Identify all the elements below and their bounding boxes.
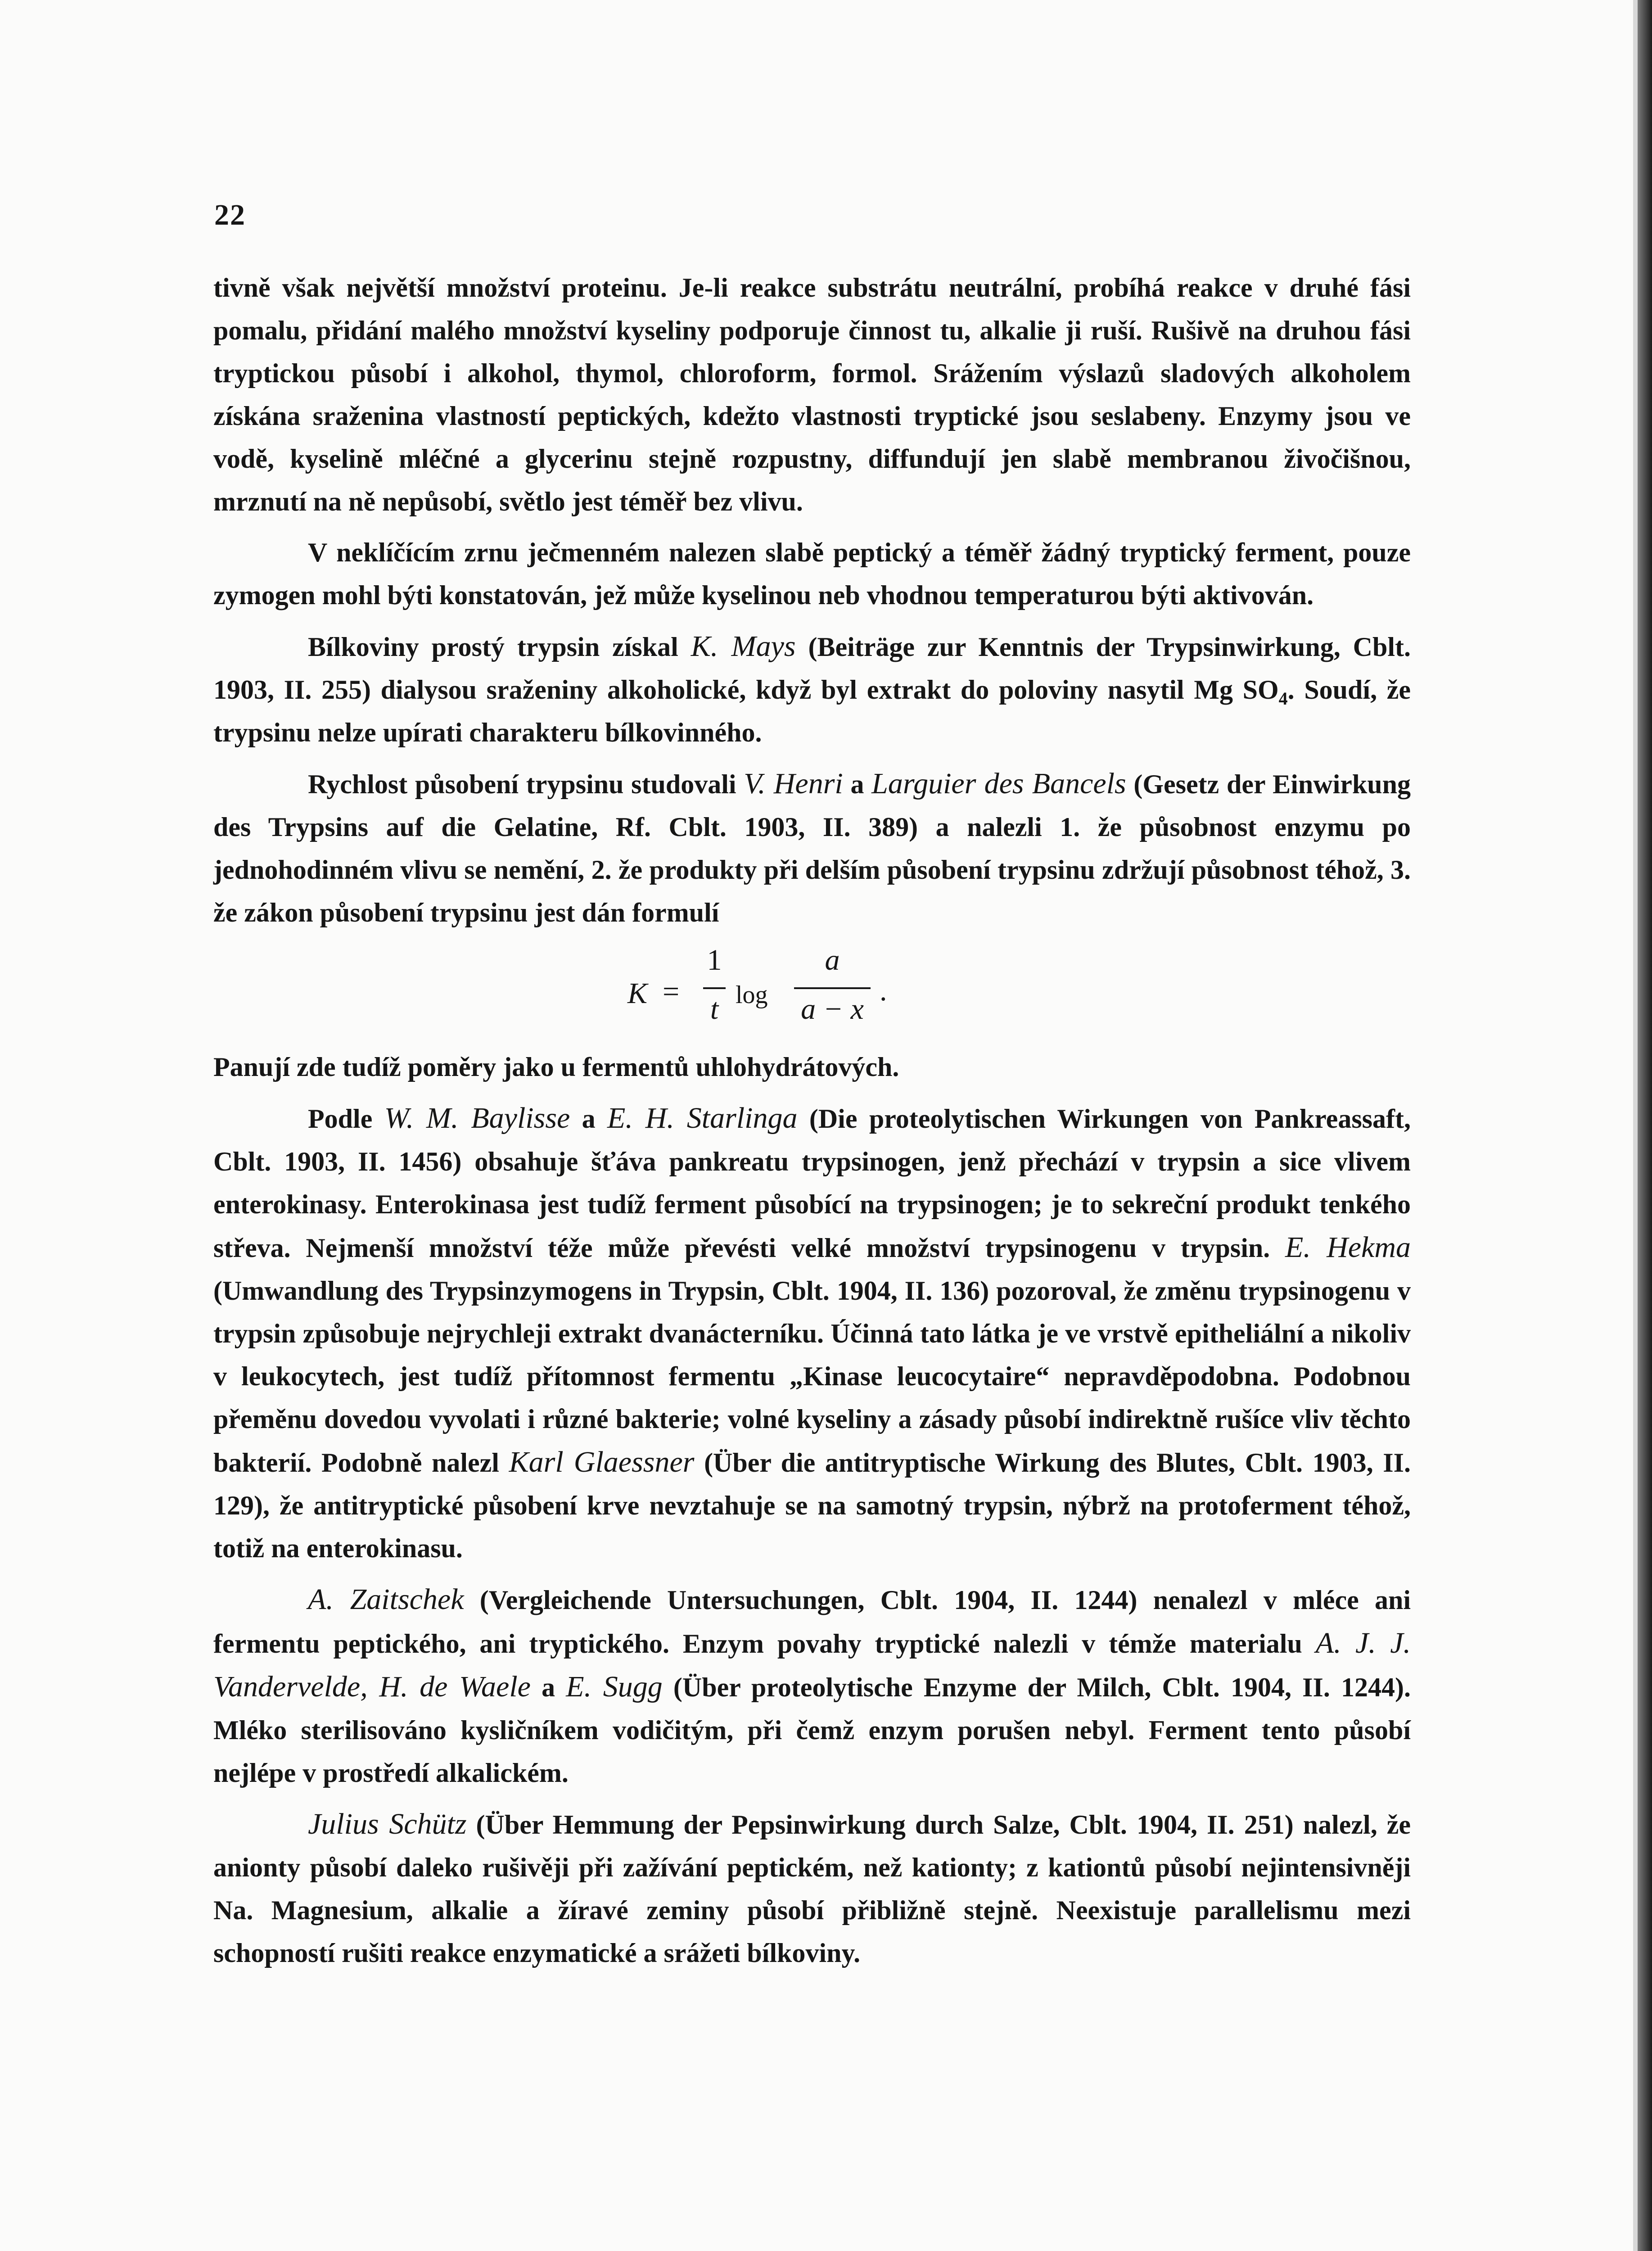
italic-name: A. Zaitschek	[308, 1583, 464, 1616]
page-edge	[1638, 0, 1652, 2251]
italic-name: E. H. Starlinga	[607, 1102, 798, 1135]
paragraph-p5	[213, 1046, 1411, 1089]
paragraph-p2	[213, 531, 1411, 617]
italic-name: K. Mays	[691, 630, 796, 663]
text-run: (Beiträge zur Kenntnis der Trypsinwirkung, Cblt. 1903, II. 255) dialysou sraženiny alkoholické, když byl extrakt do poloviny nasytil Mg SO	[213, 632, 1411, 705]
italic-name: Larguier des Bancels	[871, 767, 1126, 800]
formula-log: log	[736, 981, 768, 1009]
text-run: (Vergleichende Untersuchungen, Cblt. 1904, II. 1244) nenalezl v mléce ani fermentu peptického, ani tryptického. Enzym povahy tryptické nalezli v témže materialu	[213, 1585, 1411, 1659]
page-number: 22	[214, 199, 246, 231]
italic-name: W. M. Baylisse	[384, 1102, 570, 1135]
formula-frac2-numerator: a	[825, 944, 840, 976]
paragraph-p6	[213, 1097, 1411, 1570]
text-run: (Gesetz der Einwirkung des Trypsins auf die Gelatine, Rf. Cblt. 1903, II. 389) a nalezli 1. že působnost enzymu po jednohodinném vlivu se nemění, 2. že produkty při delším působení trypsinu zdržují působnost téhož, 3. že zákon působení trypsinu jest dán formulí	[213, 769, 1411, 927]
text-run: (Umwandlung des Trypsinzymogens in Trypsin, Cblt. 1904, II. 136) pozoroval, že změnu trypsinogenu v trypsin způsobuje nejrychleji extrakt dvanácterníku. Účinná tato látka je ve vrstvě epitheliální a nikoliv v leukocytech, jest tudíž přítomnost fermentu „Kinase leucocytaire“ nepravděpodobna. Podobnou přeměnu dovedou vyvolati i různé bakterie; volné kyseliny a zásady působí indirektně rušíce vliv těchto bakterií. Podobně nalezl	[213, 1276, 1411, 1478]
italic-name: E. Sugg	[566, 1670, 663, 1703]
text-run: Podle	[308, 1104, 384, 1134]
text-run: . Soudí, že trypsinu nelze upírati charakteru bílkovinného.	[213, 675, 1411, 747]
italic-name: Karl Glaessner	[509, 1446, 695, 1478]
paragraph-p8	[213, 1803, 1411, 1975]
formula-frac1-denominator: t	[710, 993, 719, 1026]
text-run: Rychlost působení trypsinu studovali	[308, 769, 744, 799]
text-run: (Die proteolytischen Wirkungen von Pankreassaft, Cblt. 1903, II. 1456) obsahuje šťáva pankreatu trypsinogen, jenž přechází v trypsin a sice vlivem enterokinasy. Enterokinasa jest tudíž ferment působící na trypsinogen; je to sekreční produkt tenkého střeva. Nejmenší množství téže může převésti velké množství trypsinogenu v trypsin.	[213, 1104, 1411, 1263]
paragraph-p4	[213, 762, 1411, 934]
text-run: Bílkoviny prostý trypsin získal	[308, 632, 691, 662]
page-edge-shadow	[1633, 0, 1638, 2251]
paragraph-p1	[213, 267, 1411, 523]
paragraph-p3	[213, 625, 1411, 754]
formula	[213, 942, 1411, 1046]
text-run: (Über proteolytische Enzyme der Milch, Cblt. 1904, II. 1244). Mléko sterilisováno kysličníkem vodičitým, při čemž enzym porušen nebyl. Ferment tento působí nejlépe v prostředí alkalickém.	[213, 1672, 1411, 1788]
text-run: tivně však největší množství proteinu. Je-li reakce substrátu neutrální, probíhá reakce v druhé fási pomalu, přidání malého množství kyseliny podporuje činnost tu, alkalie ji ruší. Rušivě na druhou fási tryptickou působí i alkohol, thymol, chloroform, formol. Srážením výslazů sladových alkoholem získána sraženina vlastností peptických, kdežto vlastnosti tryptické jsou seslabeny. Enzymy jsou ve vodě, kyselině mléčné a glycerinu stejně rozpustny, diffundují jen slabě membranou živočišnou, mrznutí na ně nepůsobí, světlo jest téměř bez vlivu.	[213, 273, 1411, 516]
formula-fraction-1	[703, 942, 726, 1030]
italic-name: V. Henri	[744, 767, 843, 800]
text-run: Panují zde tudíž poměry jako u fermentů uhlohydrátových.	[213, 1052, 899, 1082]
text-run: a	[570, 1104, 608, 1134]
paragraph-p7	[213, 1578, 1411, 1794]
text-run: (Über die antitryptische Wirkung des Blutes, Cblt. 1903, II. 129), že antitryptické působení krve nevztahuje se na samotný trypsin, nýbrž na protoferment téhož, totiž na enterokinasu.	[213, 1448, 1411, 1563]
formula-end: .	[880, 974, 887, 1007]
italic-name: A. J. J. Vandervelde, H. de Waele	[213, 1627, 1411, 1703]
formula-lhs: K	[627, 977, 648, 1010]
italic-name: Julius Schütz	[308, 1808, 467, 1840]
text-run: (Über Hemmung der Pepsinwirkung durch Salze, Cblt. 1904, II. 251) nalezl, že anionty působí daleko rušivěji při zažívání peptickém, než kationty; z kationtů působí nejintensivněji Na. Magnesium, alkalie a žíravé zeminy působí přibližně stejně. Neexistuje parallelismu mezi schopností rušiti reakce enzymatické a srážeti bílkoviny.	[213, 1810, 1411, 1968]
subscript: 4	[1278, 688, 1288, 709]
italic-name: E. Hekma	[1285, 1231, 1411, 1264]
formula-frac1-numerator: 1	[707, 944, 722, 976]
formula-frac2-denominator: a − x	[801, 993, 864, 1026]
formula-equals: =	[663, 975, 680, 1008]
body-text	[213, 267, 1411, 1983]
text-run: V neklíčícím zrnu ječmenném nalezen slabě peptický a téměř žádný tryptický ferment, pouze zymogen mohl býti konstatován, jež může kyselinou neb vhodnou temperaturou býti aktivován.	[213, 538, 1411, 610]
text-run: a	[843, 769, 872, 799]
text-run: a	[530, 1672, 566, 1702]
formula-fraction-2	[794, 942, 871, 1030]
